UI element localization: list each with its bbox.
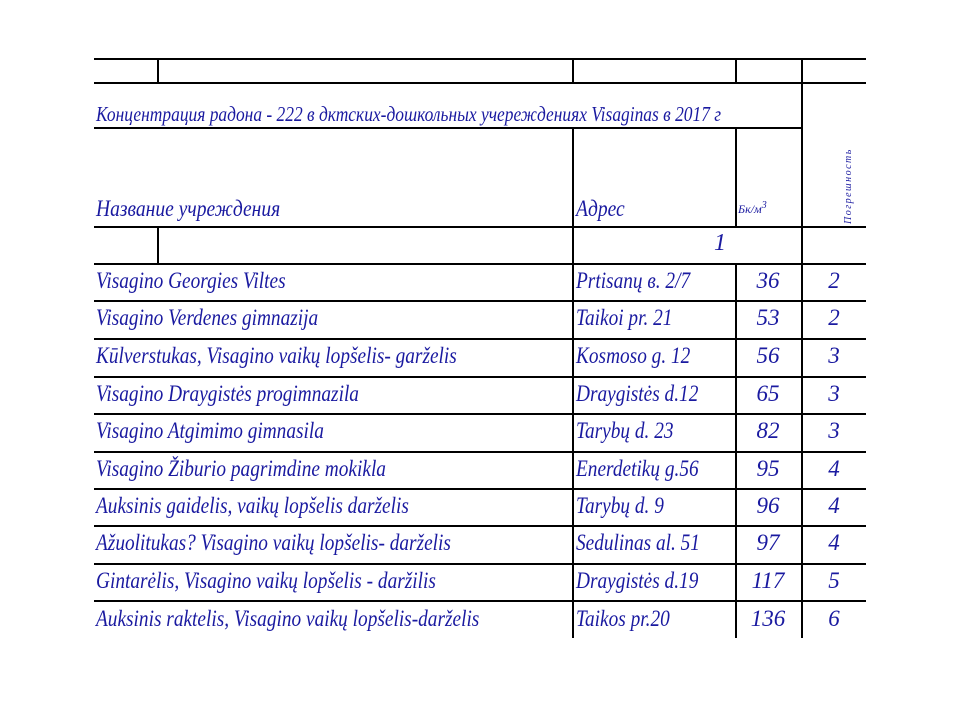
row-value: 53	[756, 305, 780, 330]
row-address: Enerdetikų g.56	[576, 456, 699, 481]
row-value: 95	[756, 456, 780, 481]
table-rule	[94, 376, 866, 378]
row-name: Visagino Verdenes gimnazija	[96, 305, 319, 330]
table-rule	[94, 300, 866, 302]
column-number: 1	[714, 230, 726, 256]
table-rule	[94, 488, 866, 490]
header-name: Название учреждения	[96, 196, 281, 221]
row-address: Prtisanų в. 2/7	[576, 268, 691, 293]
table-rule	[94, 525, 866, 527]
table-rule	[735, 58, 737, 83]
row-name: Visagino Žiburio pagrimdine mokikla	[96, 456, 386, 481]
row-address: Tarybų d. 23	[576, 418, 674, 443]
row-value: 97	[756, 530, 780, 555]
row-name: Auksinis gaidelis, vaikų lopšelis darželis	[96, 493, 409, 518]
table-rule	[94, 58, 866, 60]
table-rule	[157, 58, 159, 83]
header-unit-superscript: 3	[761, 200, 767, 211]
table-rule	[94, 82, 866, 84]
table-title: Концентрация радона - 222 в дктских-дошкольных учереждениях Visaginas в 2017 г	[96, 102, 722, 126]
row-name: Gintarėlis, Visagino vaikų lopšelis - daržilis	[96, 568, 436, 593]
row-error: 3	[828, 343, 840, 368]
header-unit-label: Бк/м	[738, 202, 762, 216]
table-rule	[157, 226, 159, 264]
table-rule	[94, 413, 866, 415]
row-address: Taikos pr.20	[576, 606, 670, 631]
row-error: 4	[828, 493, 840, 518]
table-rule	[94, 263, 866, 265]
row-address: Sedulinas al. 51	[576, 530, 700, 555]
row-value: 36	[756, 268, 780, 293]
row-value: 136	[750, 606, 786, 631]
row-value: 117	[751, 568, 785, 593]
table-rule	[94, 226, 866, 228]
row-name: Ažuolitukas? Visagino vaikų lopšelis- darželis	[96, 530, 451, 555]
row-error: 2	[828, 305, 840, 330]
row-name: Visagino Atgimimo gimnasila	[96, 418, 324, 443]
row-error: 4	[828, 456, 840, 481]
row-error: 4	[828, 530, 840, 555]
row-error: 3	[828, 381, 840, 406]
row-value: 82	[756, 418, 780, 443]
table-rule	[735, 127, 737, 227]
table-rule	[94, 600, 866, 602]
header-unit	[738, 200, 767, 217]
row-error: 2	[828, 268, 840, 293]
row-error: 3	[828, 418, 840, 443]
row-value: 65	[756, 381, 780, 406]
row-address: Draygistės d.19	[576, 568, 699, 593]
row-name: Auksinis raktelis, Visagino vaikų lopšelis-darželis	[96, 606, 480, 631]
table-rule	[94, 563, 866, 565]
header-address: Адрес	[576, 196, 625, 221]
row-value: 96	[756, 493, 780, 518]
row-value: 56	[756, 343, 780, 368]
table-rule	[94, 451, 866, 453]
row-name: Kūlverstukas, Visagino vaikų lopšelis- garželis	[96, 343, 457, 368]
row-address: Taikoi pr. 21	[576, 305, 673, 330]
row-error: 6	[828, 606, 840, 631]
table-rule	[572, 127, 574, 638]
table-rule	[572, 58, 574, 83]
row-name: Visagino Georgies Viltes	[96, 268, 286, 293]
row-address: Draygistės d.12	[576, 381, 699, 406]
row-address: Kosmoso g. 12	[576, 343, 691, 368]
row-name: Visagino Draygistės progimnazila	[96, 381, 359, 406]
table-rule	[94, 127, 802, 129]
row-address: Tarybų d. 9	[576, 493, 664, 518]
row-error: 5	[828, 568, 840, 593]
table-rule	[94, 338, 866, 340]
header-error: Погрешность	[843, 148, 854, 224]
